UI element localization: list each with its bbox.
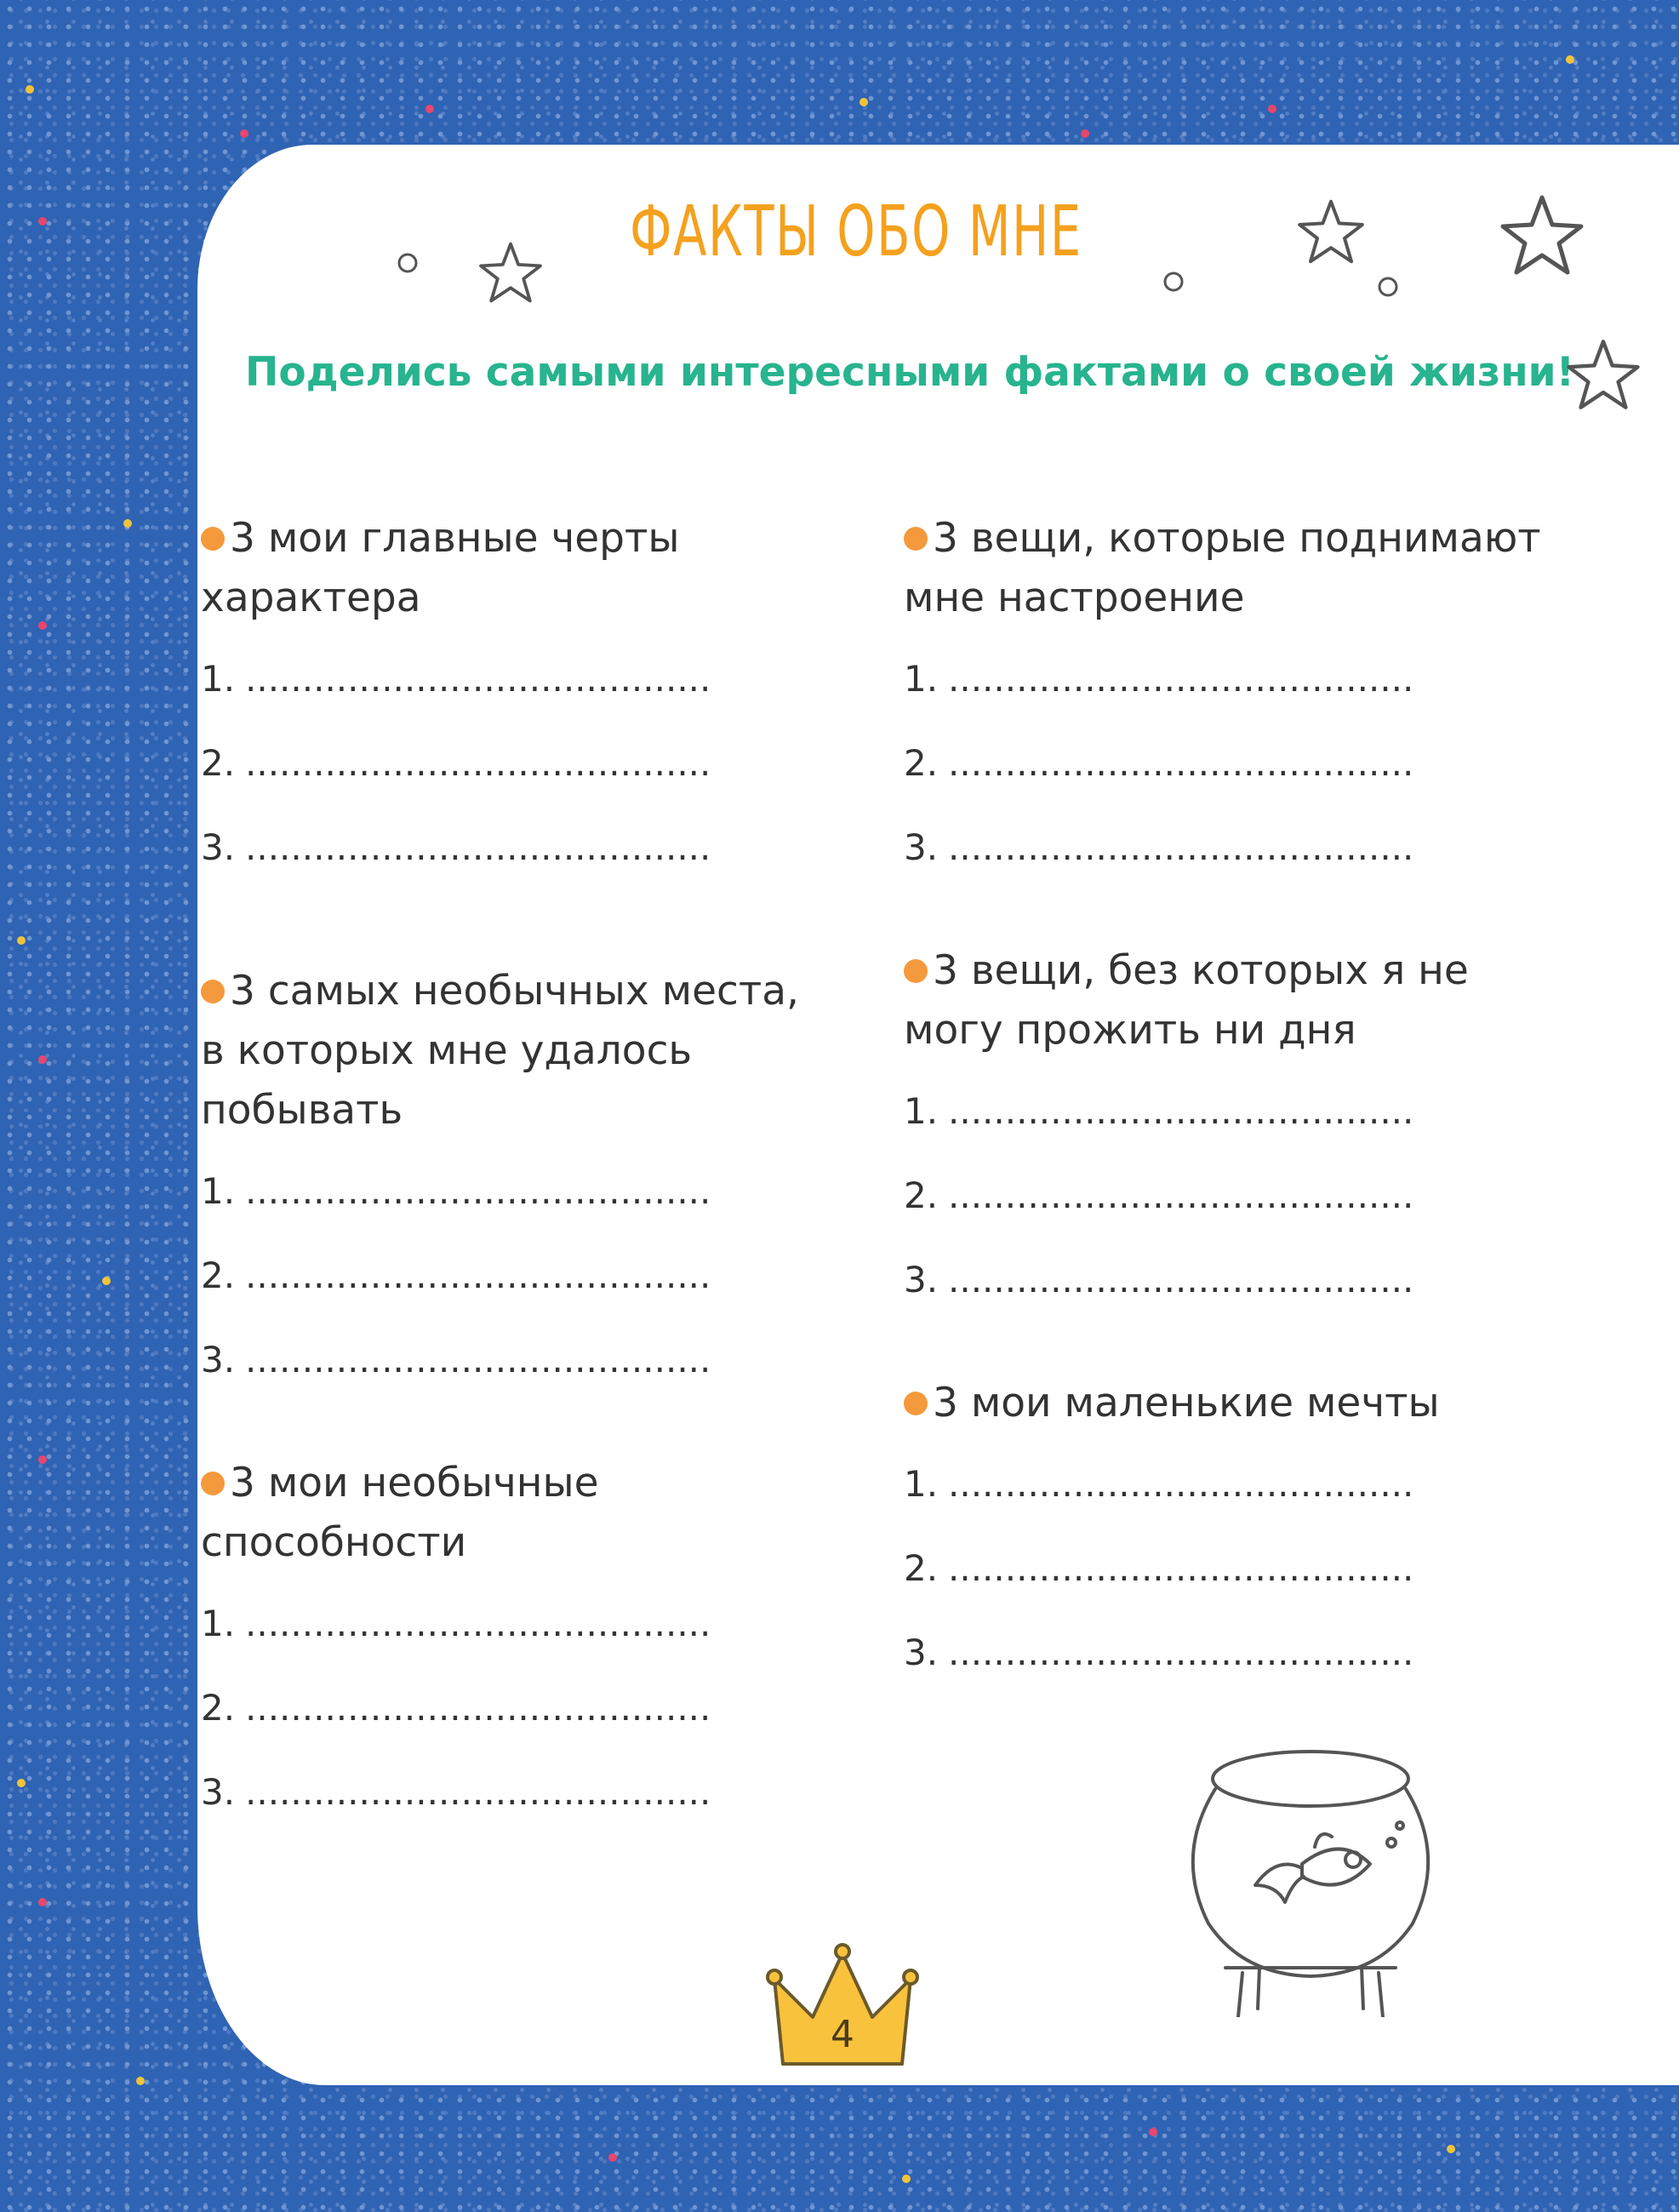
speck bbox=[102, 1277, 111, 1285]
speck bbox=[38, 621, 47, 630]
section-character-traits bbox=[201, 509, 831, 906]
dotted-line: ......................................... bbox=[948, 1175, 1414, 1216]
line-number: 2. bbox=[201, 1687, 236, 1729]
speck bbox=[26, 85, 34, 94]
answer-line[interactable] bbox=[201, 822, 831, 906]
speck bbox=[136, 2077, 145, 2085]
line-number: 2. bbox=[904, 742, 939, 784]
dotted-line: ......................................... bbox=[948, 1547, 1414, 1589]
line-number: 1. bbox=[904, 658, 939, 700]
line-number: 3. bbox=[201, 1771, 236, 1813]
dotted-line: ......................................... bbox=[948, 1463, 1414, 1505]
answer-line[interactable] bbox=[904, 1459, 1551, 1543]
star-icon bbox=[1297, 197, 1365, 266]
line-number: 2. bbox=[904, 1175, 939, 1216]
dotted-line: ......................................... bbox=[948, 1259, 1414, 1300]
answer-line[interactable] bbox=[904, 822, 1551, 906]
section-heading bbox=[201, 1454, 831, 1573]
dotted-line: ......................................... bbox=[948, 1090, 1414, 1132]
star-icon bbox=[1499, 192, 1585, 277]
dotted-line: ......................................... bbox=[245, 742, 711, 784]
line-number: 2. bbox=[201, 742, 236, 784]
line-number: 3. bbox=[904, 826, 939, 868]
line-number: 3. bbox=[904, 1259, 939, 1300]
circle-icon bbox=[1161, 269, 1186, 294]
answer-line[interactable] bbox=[904, 1255, 1551, 1339]
answer-line[interactable] bbox=[201, 738, 831, 822]
speck bbox=[1081, 129, 1089, 138]
speck bbox=[608, 2153, 617, 2162]
circle-icon bbox=[1375, 274, 1401, 300]
answer-line[interactable] bbox=[201, 1683, 831, 1767]
fishbowl-icon bbox=[1157, 1728, 1464, 2017]
speck bbox=[17, 936, 26, 945]
dotted-line: ......................................... bbox=[245, 1170, 711, 1212]
bullet-icon bbox=[904, 1392, 928, 1415]
speck bbox=[902, 2175, 911, 2183]
answer-line[interactable] bbox=[904, 1170, 1551, 1255]
page-number-crown bbox=[766, 1936, 919, 2072]
line-number: 1. bbox=[904, 1090, 939, 1132]
answer-line[interactable] bbox=[201, 1598, 831, 1683]
bullet-icon bbox=[904, 527, 928, 551]
line-number: 2. bbox=[201, 1255, 236, 1296]
section-heading bbox=[201, 509, 831, 628]
section-heading-text: 3 мои необычные способности bbox=[201, 1460, 599, 1566]
section-heading bbox=[904, 1374, 1551, 1433]
dotted-line: ......................................... bbox=[948, 658, 1414, 700]
line-number: 1. bbox=[201, 658, 236, 700]
line-number: 1. bbox=[201, 1603, 236, 1644]
section-heading-text: 3 мои главные черты характера bbox=[201, 515, 680, 621]
speck bbox=[123, 519, 132, 528]
section-heading bbox=[904, 509, 1551, 628]
speck bbox=[38, 1055, 47, 1064]
star-icon bbox=[478, 240, 543, 305]
goldfish-icon bbox=[1255, 1822, 1403, 1902]
section-heading-text: 3 вещи, которые поднимают мне настроение bbox=[904, 515, 1541, 621]
line-number: 3. bbox=[201, 826, 236, 868]
dotted-line: ......................................... bbox=[948, 826, 1414, 868]
dotted-line: ......................................... bbox=[245, 658, 711, 700]
answer-line[interactable] bbox=[201, 1250, 831, 1335]
speck bbox=[38, 1898, 47, 1906]
dotted-line: ......................................... bbox=[245, 1603, 711, 1644]
page-number: 4 bbox=[831, 2013, 854, 2056]
answer-line[interactable] bbox=[904, 1543, 1551, 1627]
dotted-line: ......................................... bbox=[245, 1255, 711, 1296]
bullet-icon bbox=[201, 527, 225, 551]
speck bbox=[1149, 2128, 1157, 2136]
circle-icon bbox=[395, 250, 420, 276]
line-number: 1. bbox=[201, 1170, 236, 1212]
answer-line[interactable] bbox=[904, 1086, 1551, 1170]
answer-line[interactable] bbox=[904, 1627, 1551, 1712]
answer-line[interactable] bbox=[201, 654, 831, 738]
page-title: ФАКТЫ ОБО МНЕ bbox=[630, 191, 1082, 272]
speck bbox=[17, 1779, 26, 1787]
answer-line[interactable] bbox=[201, 1335, 831, 1419]
answer-line[interactable] bbox=[904, 738, 1551, 822]
line-number: 3. bbox=[904, 1632, 939, 1673]
speck bbox=[1268, 105, 1276, 113]
section-mood-boosters bbox=[904, 509, 1551, 906]
dotted-line: ......................................... bbox=[948, 1632, 1414, 1673]
line-number: 1. bbox=[904, 1463, 939, 1505]
page-subtitle: Поделись самыми интересными фактами о своей жизни! bbox=[245, 349, 1575, 396]
line-number: 2. bbox=[904, 1547, 939, 1589]
section-unusual-places bbox=[201, 962, 831, 1419]
line-number: 3. bbox=[201, 1339, 236, 1380]
answer-line[interactable] bbox=[201, 1166, 831, 1250]
section-heading-text: 3 вещи, без которых я не могу прожить ни дня bbox=[904, 947, 1469, 1054]
dotted-line: ......................................... bbox=[245, 1771, 711, 1813]
speck bbox=[38, 1455, 47, 1464]
section-heading bbox=[904, 941, 1551, 1060]
answer-line[interactable] bbox=[201, 1767, 831, 1851]
speck bbox=[859, 98, 868, 106]
speck bbox=[38, 217, 47, 226]
section-essential-things bbox=[904, 941, 1551, 1339]
bullet-icon bbox=[904, 959, 928, 983]
speck bbox=[1447, 2145, 1455, 2153]
section-unusual-abilities bbox=[201, 1454, 831, 1851]
bullet-icon bbox=[201, 980, 225, 1003]
speck bbox=[425, 105, 434, 113]
dotted-line: ......................................... bbox=[245, 1339, 711, 1380]
star-icon bbox=[1566, 337, 1641, 412]
answer-line[interactable] bbox=[904, 654, 1551, 738]
bullet-icon bbox=[201, 1472, 225, 1495]
section-heading-text: 3 мои маленькие мечты bbox=[933, 1380, 1440, 1426]
section-heading bbox=[201, 962, 831, 1140]
speck bbox=[1566, 55, 1574, 64]
dotted-line: ......................................... bbox=[245, 1687, 711, 1729]
dotted-line: ......................................... bbox=[245, 826, 711, 868]
section-little-dreams bbox=[904, 1374, 1551, 1712]
section-heading-text: 3 самых необычных места, в которых мне удалось побывать bbox=[201, 968, 799, 1134]
speck bbox=[240, 129, 248, 138]
dotted-line: ......................................... bbox=[948, 742, 1414, 784]
